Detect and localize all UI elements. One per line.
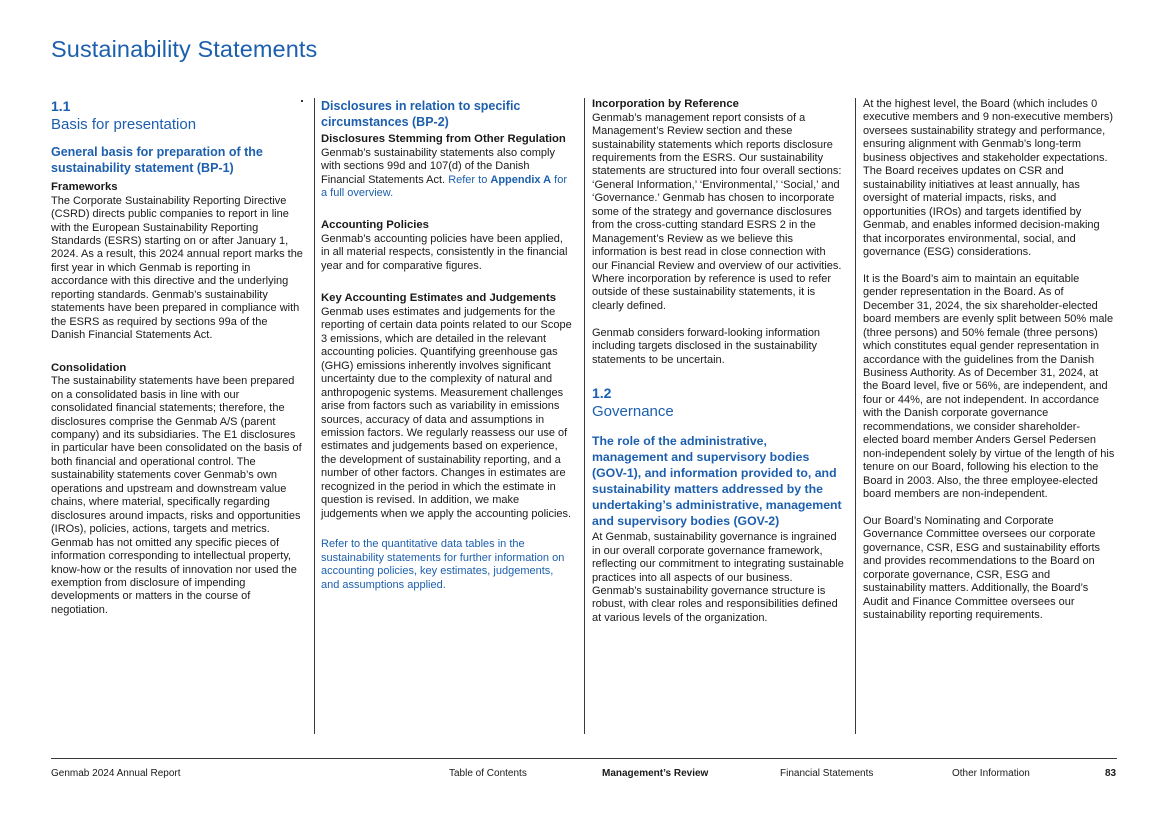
section-title: Governance [592,403,674,421]
incorporation-text: Genmab’s management report consists of a Management’s Review section and these sustainability statements which reports disclosure requirements from the ESRS. Our sustainability statements are structured into four overall sections: ‘General Information,’ ‘Environmental,’ ‘Social,’ and ‘Governance.’ Genmab has chosen to incorporate some of the strategy and governance disclosures from the cross-cutting standard ESRS 2 in the Management’s Review as we believe this information is best read in close connection with our Financial Review and overview of our activities. Where incorporation by reference is used to refer outside of these sustainability statements, it is clearly defined. [592,111,842,312]
footer-table-of-contents-link[interactable]: Table of Contents [449,768,527,779]
column-divider [584,98,585,734]
refer-data-tables-link[interactable]: Refer to the quantitative data tables in the sustainability statements for further information on accounting policies, key estimates, judgements, and assumptions applied. [321,538,565,591]
consolidation-title: Consolidation [51,361,127,374]
accounting-policies-title: Accounting Policies [321,219,429,232]
column-3 [592,98,844,625]
frameworks-title: Frameworks [51,181,118,193]
other-regulation-title: Disclosures Stemming from Other Regulation [321,133,566,145]
refer-prefix-link[interactable]: Refer to [448,173,488,186]
governance-text: At Genmab, sustainability governance is ingrained in our overall corporate governance framework, reflecting our commitment to integrating sustainable practices into all aspects of our business. Genmab’s sustainability governance structure is robust, with clear roles and responsibilities defined at various levels of the organization. [592,531,844,624]
section-number: 1.1 [51,98,71,114]
column-1 [51,98,303,617]
other-regulation-body: Genmab’s sustainability statements also comply with sections 99d and 107(d) of the Danish Financial Statements Act. [321,146,555,186]
appendix-a-link[interactable]: Appendix A [490,173,552,186]
footer-managements-review-link[interactable]: Management’s Review [602,768,709,779]
footer-financial-statements-link[interactable]: Financial Statements [780,768,874,779]
bp1-heading: General basis for preparation of the sustainability statement (BP-1) [51,145,263,175]
footer-report-name: Genmab 2024 Annual Report [51,768,181,779]
accounting-policies-text: Genmab’s accounting policies have been applied, in all material respects, consistently in the financial year and for comparative figures. [321,233,568,272]
board-text: At the highest level, the Board (which includes 0 executive members and 9 non-executive members) oversees sustainability strategy and performance, ensuring alignment with Genmab’s long-term business objectives and stakeholder expectations. The Board receives updates on CSR and sustainability initiatives at least annually, has oversight of material impacts, risks, and opportunities (IROs) and targets identified by Genmab, and enables informed decision-making that incorporates environmental, social, and governance (ESG) considerations. [863,98,1114,258]
estimates-title: Key Accounting Estimates and Judgements [321,292,556,305]
other-regulation-text [321,147,573,201]
column-divider [855,98,856,734]
estimates-text: Genmab uses estimates and judgements for the reporting of certain data points related to our Scope 3 emissions, which are detailed in the relevant accounting policies. Quantifying greenhouse gas (GHG) emissions inherently involves significant uncertainty due to the complexity of natural and anthropogenic systems. Measurement challenges arise from factors such as variability in emissions sources, accuracy of data and assumptions in emission factors. We regularly reassess our use of estimates and judgements based on experience, the development of sustainability reporting, and a number of other factors. Changes in estimates are recognized in the period in which the estimate in question is revised. In addition, we make judgements when we apply the accounting policies. [321,305,572,520]
page-title: Sustainability Statements [51,36,318,62]
bp2-heading: Disclosures in relation to specific circumstances (BP-2) [321,99,521,129]
committee-text: Our Board’s Nominating and Corporate Governance Committee oversees our corporate governance, CSR, ESG and sustainability efforts and provides recommendations to the Board on corporate governance, CSR, ESG and sustainability matters. Additionally, the Board’s Audit and Finance Committee oversees our sustainability reporting requirements. [863,514,1101,622]
gender-text: It is the Board’s aim to maintain an equitable gender representation in the Board. As of December 31, 2024, the six shareholder-elected board members are evenly split between 50% male (three persons) and 50% female (three persons) which constitutes equal gender representation in accordance with the guidelines from the Danish Business Authority. As of December 31, 2024, at the Board level, five or 56%, are independent, and four or 44%, are not independent. In accordance with the Danish corporate governance recommendations, we consider shareholder-elected board member Anders Gersel Pedersen non-independent solely by virtue of the length of his tenure on our Board, following his election to the Board in 2003. Also, the three employee-elected board members are non-independent. [863,272,1115,501]
section-number: 1.2 [592,385,612,402]
column-4 [863,98,1115,623]
forward-looking-text: Genmab considers forward-looking information including targets disclosed in the sustainability statements to be uncertain. [592,326,821,366]
section-title: Basis for presentation [51,116,197,133]
footer-divider [51,758,1117,759]
footer-other-information-link[interactable]: Other Information [952,768,1030,779]
page-number: 83 [1105,768,1117,779]
column-divider [314,98,315,734]
refer-suffix-link[interactable]: for a full overview. [321,173,568,199]
column-2 [321,98,573,592]
consolidation-text: The sustainability statements have been prepared on a consolidated basis in line with our consolidated financial statements; therefore, the disclosures comprise the Genmab A/S (parent company) and its subsidiaries. The E1 disclosures in particular have been consolidated on the basis of both financial and operational control. The sustainability statements cover Genmab’s own operations and upstream and downstream value chains, where material, specifically regarding disclosures around impacts, risks and opportunities (IROs), policies, actions, targets and metrics. Genmab has not omitted any specific pieces of information corresponding to intellectual property, know-how or the results of innovation nor used the exemption from disclosure of impending developments or matters in the course of negotiation. [51,375,302,616]
frameworks-text: The Corporate Sustainability Reporting Directive (CSRD) directs public companies to report in line with the European Sustainability Reporting Standards (ESRS) starting on or after January 1, 2024. As a result, this 2024 annual report marks the first year in which Genmab is reporting in accordance with this directive and the underlying reporting standards. Genmab’s sustainability statements have been prepared in compliance with the ESRS as required by sections 99a of the Danish Financial Statements Act. [51,194,303,342]
gov-heading: The role of the administrative, management and supervisory bodies (GOV-1), and information provided to, and sustainability matters addressed by the undertaking’s administrative, management and supervisory bodies (GOV-2) [592,434,842,529]
incorporation-title: Incorporation by Reference [592,98,739,110]
